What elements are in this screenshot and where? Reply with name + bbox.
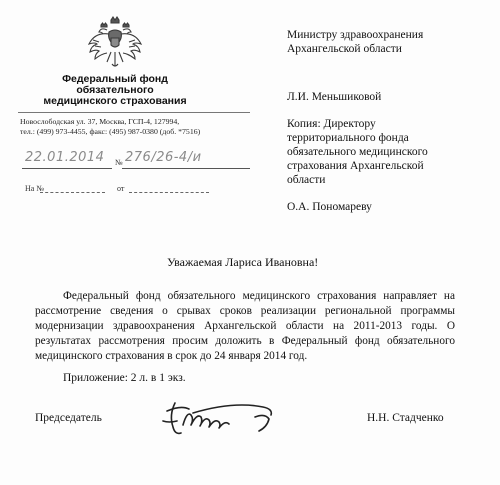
header-separator [18, 112, 250, 113]
copy-recipient-name: О.А. Пономареву [287, 201, 372, 213]
reference-number-line [40, 192, 105, 193]
copy-line: Копия: Директору [287, 118, 376, 130]
reference-date-line [129, 192, 209, 193]
signatory-title: Председатель [35, 412, 102, 424]
outgoing-date: 22.01.2014 [25, 150, 105, 165]
copy-recipient-block [287, 117, 428, 187]
copy-line: территориального фонда [287, 132, 409, 144]
recipient-block [287, 28, 423, 56]
org-address [20, 117, 250, 137]
date-underline [22, 168, 112, 169]
recipient-line: Архангельской области [287, 43, 402, 55]
recipient-name: Л.И. Меньшиковой [287, 91, 382, 103]
salutation: Уважаемая Лариса Ивановна! [167, 255, 319, 269]
reference-from-label: от [117, 184, 125, 193]
recipient-line: Министру здравоохранения [287, 29, 424, 41]
address-line: Новослободская ул. 37, Москва, ГСП-4, 127994, [20, 117, 180, 126]
attachment-note: Приложение: 2 л. в 1 экз. [63, 372, 186, 384]
eagle-emblem-icon [85, 16, 145, 72]
copy-line: области [287, 174, 326, 186]
org-name [20, 74, 210, 107]
signatory-name: Н.Н. Стадченко [367, 412, 444, 424]
outgoing-number: 276/26-4/и [125, 150, 202, 165]
number-underline [122, 168, 250, 169]
copy-line: обязательного медицинского [287, 146, 428, 158]
handwritten-signature-icon [155, 395, 285, 440]
number-sign: № [115, 158, 123, 167]
org-name-line: Федеральный фонд [62, 73, 168, 85]
address-line: тел.: (499) 973-4455, факс: (495) 987-0380 (доб. *7516) [20, 127, 201, 136]
copy-line: страхования Архангельской [287, 160, 424, 172]
org-name-line: медицинского страхования [43, 95, 187, 107]
org-name-line: обязательного [76, 84, 154, 96]
reference-on-label: На № [25, 184, 44, 193]
body-paragraph: Федеральный фонд обязательного медицинского страхования направляет на рассмотрение сведения о срывах сроков реализации региональной программы модернизации здравоохранения Архангельской области на 2011-2013 годы. О результатах рассмотрения просим доложить в Федеральный фонд обязательного медицинского страхования в срок до 24 января 2014 год. [35, 290, 455, 362]
